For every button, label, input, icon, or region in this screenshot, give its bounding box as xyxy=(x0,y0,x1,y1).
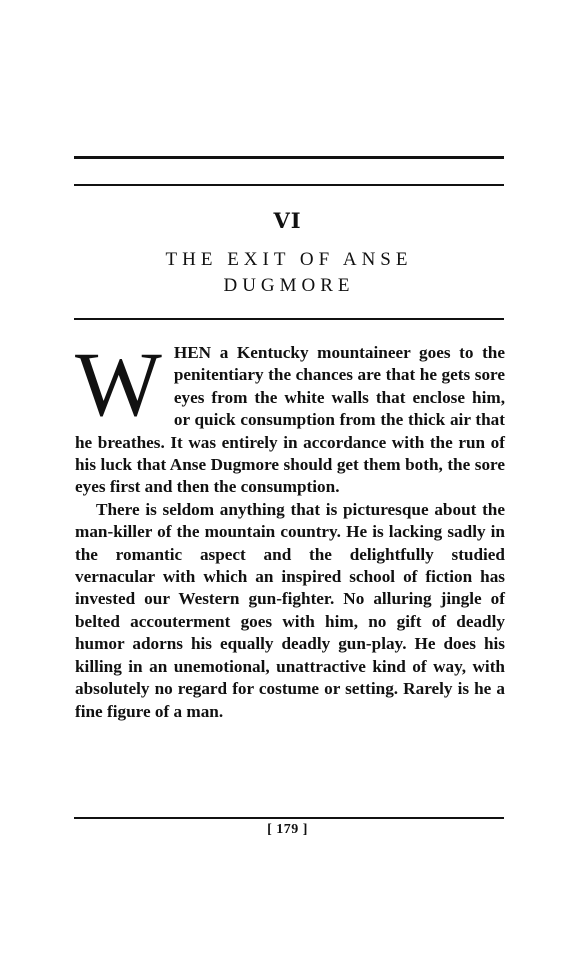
chapter-number: VI xyxy=(273,208,302,233)
paragraph-1 xyxy=(75,333,505,499)
drop-cap: W xyxy=(75,333,162,435)
chapter-title-line-1: THE EXIT OF ANSE xyxy=(165,249,413,270)
top-rule-thin xyxy=(74,184,504,186)
top-rule-thick xyxy=(74,156,504,159)
body-text xyxy=(75,333,505,723)
paragraph-2: There is seldom anything that is picturesque about the man-killer of the mountain country. He is lacking sadly in the romantic aspect and the delightfully studied vernacular with which an inspired school of fiction has invested our Western gun-fighter. No alluring jingle of belted accouterment goes with him, no gift of deadly humor adorns his equally deadly gun-play. He does his killing in an unemotional, unattractive kind of way, with absolutely no regard for costume or setting. Rarely is he a fine figure of a man. xyxy=(75,499,505,721)
paragraph-1-text: HEN a Kentucky mountaineer goes to the penitentiary the chances are that he gets sore eyes from the white walls that enclose him, or quick consumption from the thick air that he breathes. It was entirely in accordance with the run of his luck that Anse Dugmore should get them both, the sore eyes first and then the consumption. xyxy=(75,343,505,497)
section-rule xyxy=(74,318,504,320)
page-number: [ 179 ] xyxy=(267,822,308,837)
chapter-title xyxy=(74,247,504,299)
chapter-title-line-2: DUGMORE xyxy=(223,275,355,296)
bottom-rule xyxy=(74,817,504,819)
